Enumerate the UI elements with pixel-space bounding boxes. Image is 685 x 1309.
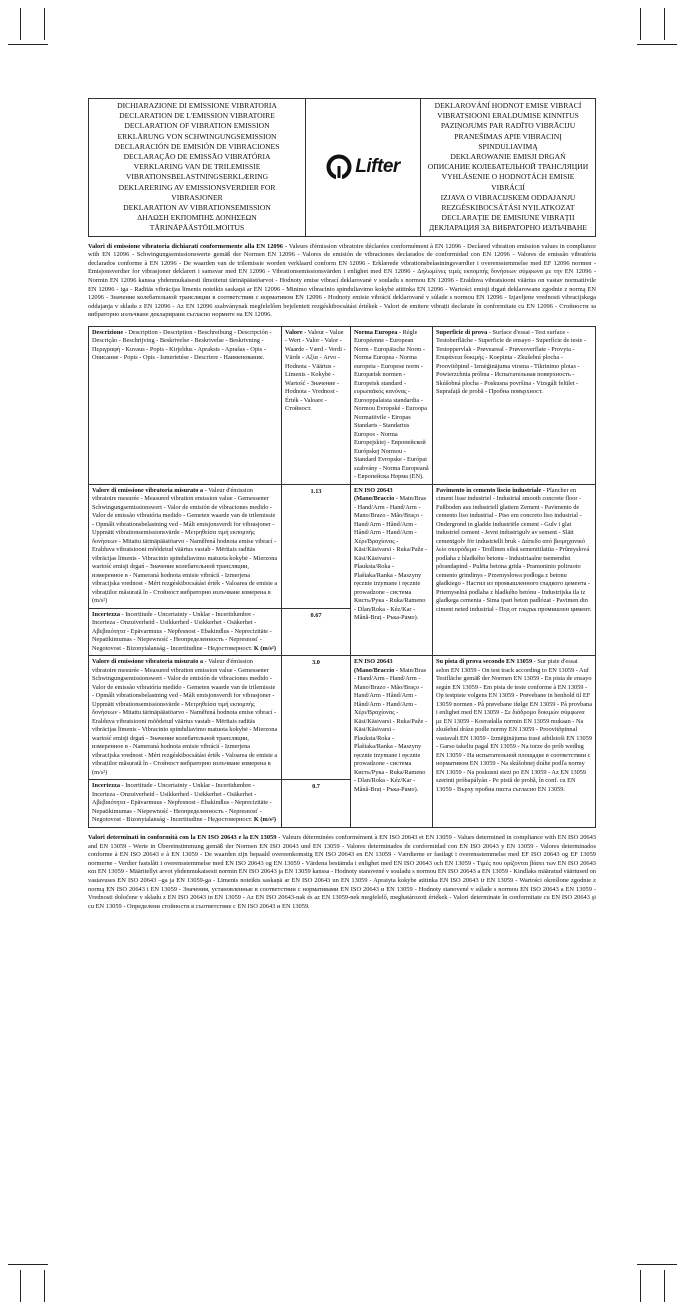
header-left: [89, 99, 306, 237]
header-right: [421, 99, 596, 237]
header-line: DEKLARERING AV EMISSIONSVERDIER FOR VIBRASJONER: [118, 182, 276, 202]
norm-text: - Main/Bras - Hand/Arm - Hand/Arm - Mano/Brazo - Mão/Braço - Hand/Arm - Hånd/Arm - Hånd/Arm - Hand/Arm - Χέρι/Βραχίονας - Käsi/Käsivarsi - Ruka/Paže - Käsi/Käsivarsi - Plaukstа/Roka - Plaštaka/Ranka - Maszyny ręcznie trzymane i ręcznie prowadzone - система Кисть/Рука - Ruka/Rameno - Dlan/Roka - Kéz/Kar - Mână-Braț - Ръка-Рамо).: [354, 666, 427, 793]
footer-title: Valori determinati in conformità con la EN ISO 20643 e la EN 13059: [88, 833, 277, 841]
col-header-value-bold: Valore: [285, 328, 303, 336]
crop-mark: [664, 8, 665, 40]
uncertainty-unit: K (m/s²): [252, 644, 276, 652]
header-line: DECLARACIÓN DE EMISIÓN DE VIBRACIONES: [114, 141, 280, 151]
uncertainty-bold: Incertezza: [92, 610, 120, 618]
header-line: VYHLÁSENIE O HODNOTÁCH EMISIE VIBRÁCIÍ: [441, 172, 575, 192]
measured-description-text: - Valeur d'émission vibratoire mesurée - Measured vibration emission value - Gemessener Schwingungsemissionswert - Valor de emisión de vibraciones medido - Valor de emissão vibratória medido - Gemeten waarde van de trilemissie - Opmålt vibrationsbelastning ved - Målt emisjonsverdi for vibrasjoner - Uppmätt vibrationsemissionsvärde - Μετρηθείσα τιμή εκπομπής δονήσεων - Mitattu tärinäpäästöarvo - Naměřená hodnota emise vibrací - Eralduva vibratsiooni mõõdetud väärtus vastab - Mērītais radītās vibrācijas līmenis - Vibracinio spinduliavimo matuota kokybė - Mierzona wartość emisji drgań - Значение колебательной трансляции, измеренное в - Nameraná hodnota emisie vibrácií - Izmerjena vibracijska vrednost - Mért rezgéskibocsátási érték - Valoarea de emisie a vibrațiilor măsurată în - Стойност вибраторно излъчване измерена в (m/s²): [92, 486, 278, 605]
crop-mark: [20, 1270, 21, 1302]
norm-bold: EN ISO 20643 (Mano/Braccio: [354, 658, 395, 674]
surface-cell: [433, 656, 596, 828]
header-line: ОПИСАНИЕ КОЛЕБАТЕЛЬНОЙ ТРАНСЛЯЦИИ: [427, 162, 589, 172]
header-line: ERKLÄRUNG VON SCHWINGUNGSEMISSION: [117, 131, 277, 141]
header-line: VIBRATSIOONI ERALDUMISE KINNITUS: [437, 111, 579, 121]
surface-cell: [433, 484, 596, 656]
declaration-page: [88, 98, 596, 917]
crop-mark: [640, 8, 641, 40]
crop-mark: [44, 1270, 45, 1302]
header-line: VIBRATIONSBELASTNINGSERKLÆRING: [125, 172, 269, 182]
header-line: DECLARAȚIE DE EMISIUNE VIBRAȚII: [441, 213, 575, 223]
uncertainty-value: 0.67: [282, 608, 351, 656]
table-header-row: [89, 326, 596, 484]
col-header-surface-text: - Surface d'essai - Test surface - Testoberfläche - Superficie de ensayo - Superfície de teste - Testoppervlak - Prøveareal - Prøveoverflate - Provyta - Επιφάνεια δοκιμής - Koepinta - Zkušební plocha - Proovitõpind - Izmēģinājuma virsma - Tikrinimo plotas - Powierzchnia próbna - Испытательная поверхность - Skúšobná plocha - Poskusna površina - Vizsgált felület - Suprafață de probă - Пробна повърхност.: [436, 328, 587, 396]
header-line: VERKLARING VAN DE TRILEMISSIE: [133, 162, 261, 172]
header-line: ΔΗΛΩΣΗ ΕΚΠΟΜΠΗΣ ΔΟΝΗΣΕΩΝ: [137, 213, 257, 223]
surface-bold: Su pista di prova secondo EN 13059: [436, 658, 533, 666]
header-line: ДЕКЛАРАЦИЯ ЗА ВИБРАТОРНО ИЗЛЪЧВАНЕ: [428, 223, 588, 233]
crop-mark: [8, 44, 48, 45]
uncertainty-description: [89, 608, 282, 656]
measured-description-bold: Valore di emissione vibratoria misurato a: [92, 658, 204, 666]
col-header-norm: [351, 326, 433, 484]
measured-description: [89, 656, 282, 780]
col-header-description-bold: Descrizione: [92, 328, 124, 336]
header-line: TÄRINÄPÄÄSTÖILMOITUS: [149, 223, 245, 233]
crop-mark: [664, 1270, 665, 1302]
header-line: DICHIARAZIONE DI EMISSIONE VIBRATORIA: [117, 101, 277, 110]
col-header-surface-bold: Superficie di prova: [436, 328, 488, 336]
header-line: DEKLAROVÁNÍ HODNOT EMISE VIBRACÍ: [434, 101, 582, 110]
col-header-norm-bold: Norma Europea: [354, 328, 398, 336]
footer-text: - Valeurs déterminées conformément à EN ISO 20643 et EN 13059 - Values determined in compliance with EN ISO 20643 and EN 13059 - Werte in Übereinstimmung gemäß der Normen EN ISO 20643 und EN 13059 - Valores determinados de conformidad con EN ISO 20643 y EN 13059 - Valores determinados conforme à EN ISO 20643 e à EN 13059 - De waarden zijn bepaald overeenkomstig EN ISO 20643 en EN 13059 - Værdierne er fastlagt i overensstemmelse med EF ISO 20643 og EF 13059 normerne - Verdier fastslått i overensstemmelse med EN ISO 20643 og EN 13059 - Värdena bestämda i enlighet med EN ISO 20643 och EN 13059 - Τιμές που ορίζονται βάσει των EN ISO 20643 και EN 13059 - Määritellyt arvot yhdenmukaisesti normin EN ISO 20643 ja EN 13059 kanssa - Hodnoty stanovené v souladu s normou EN ISO 20643 a EN 13059 - Kindlaks määratud väärtused on vastavuses EN ISO 20643 –ga ja EN 13059-ga - Līmenis noteikts saskaņā ar EN ISO 20643 un EN 13059 - Apraiyta kokybe atitinka EN ISO 20643 ir EN 13059 - Wartości określone zgodnie z normą EN ISO 20643 i EN 13059 - Значения, установленные в соответствии с нормативами EN ISO 20643 и EN 13059 - Hodnoty stanovené v súlade s normou EN ISO 20643 a EN 13059 - Vrednosti določene v skladu z EN ISO 20643 in EN 13059 - Az EN ISO 20643-nak és az EN 13059-nek megfelelő, meghatározott értékek - Valori determinate în conformitate cu EN ISO 20643 şi cu EN 13059 - Определени стойности в съответствие с EN ISO 20643 и EN 13059.: [88, 833, 596, 910]
surface-bold: Pavimento in cemento liscio industriale: [436, 486, 542, 494]
header-line: DECLARAÇÃO DE EMISSÃO VIBRATÓRIA: [123, 152, 271, 162]
col-header-description-text: - Description - Description - Beschreibung - Descripción - Descrição - Beschrijving - Beskrivelse - Beskrivelse - Beskrivning - Περιγραφή - Kuvaus - Popis - Kirjeldus - Apraksts - Aprašas - Opis - Описание - Popis - Opis - Ismertetése - Descriere - Наименование.: [92, 328, 272, 362]
header-line: DEKLAROWANIE EMISJI DRGAŃ: [450, 152, 566, 162]
header-table: [88, 98, 596, 237]
col-header-norm-text: - Règle Européenne - European Norm - Europäische Norm - Norma Europea - Norma europeia - Europese norm - Europæisk normen - Europeisk standard - ευρωπαϊκός κανόνας - Eurooppalaista standardia - Normou Evropské - Euroopa Normatiivile - Eiropas Standarts - Standartus Europos - Norma Europejskiej - Европейской Európskej Normou - Standard Evropske - Európai szabvány - Norma Europeană - Европейска Норма (EN).: [354, 328, 429, 481]
table-row: [89, 656, 596, 780]
col-header-description: [89, 326, 282, 484]
footer-paragraph: [88, 834, 596, 911]
logo-text: Lifter: [355, 156, 400, 178]
norm-cell: [351, 484, 433, 656]
measured-value: 3.0: [282, 656, 351, 780]
header-line: PAZIŅOJUMS PAR RADĪTO VIBRĀCIJU: [440, 121, 576, 131]
measured-description-text: - Valeur d'émission vibratoire mesurée - Measured vibration emission value - Gemessener Schwingungsemissionswert - Valor de emisión de vibraciones medido - Valor de emissão vibratória medido - Gemeten waarde van de trilemissie - Opmålt vibrationsbelastning ved - Målt emisjonsverdi for vibrasjoner - Uppmätt vibrationsemissionsvärde - Μετρηθείσα τιμή εκπομπής δονήσεων - Mitattu tärinäpäästöarvo - Naměřená hodnota emise vibrací - Eralduva vibratsiooni mõõdetud väärtus vastab - Mērītais radītās vibrācijas līmenis - Vibracinio spinduliavimo matuota kokybė - Mierzona wartość emisji drgań - Значение колебательной трансляции, измеренное в - Nameraná hodnota emisie vibrácií - Izmerjena vibracijska vrednost - Mért rezgéskibocsátási érték - Valoarea de emisie a vibrațiilor măsurată în - Стойност вибраторно излъчване измерена в (m/s²): [92, 658, 278, 776]
header-line: DECLARATION OF VIBRATION EMISSION: [124, 121, 270, 131]
col-header-value-text: - Valeur - Value - Wert - Valor - Valor - Waarde - Værd - Verdi - Värde - Αξία - Arvo - Hodnota - Väärtus - Līmenis - Kokybė - Wartość - Значение - Hodnota - Vrednost - Érték - Valoare - Стойност.: [285, 328, 346, 413]
norm-cell: [351, 656, 433, 828]
lifter-logo: [310, 154, 416, 180]
uncertainty-value: 0.7: [282, 780, 351, 828]
col-header-value: [282, 326, 351, 484]
norm-bold: EN ISO 20643 (Mano/Braccio: [354, 486, 395, 503]
uncertainty-bold: Incertezza: [92, 782, 120, 790]
surface-text: - Sur piste d'essai selon EN 13059 - On test track according to EN 13059 - Auf Testfläche gemäß der Normen EN 13059 - En pista de ensayo según EN 13059 - Em pista de teste conforme à EN 13059 - Op testpiste volgens EN 13059 - Prøvebane in henhold til EF 13059 normen - På prøvebane ifølge EN 13059 - På provbana i enlighet med EN 13059 - Σε διάδρομο δοκιμών σύμφωνα με EN 13059 - Koeradalla normin EN 13059 mukaan - Na zkušební dráze podle normy EN 13059 - Proovitõpinnal vastavalt EN 13059 - Izmēģinājuma trasē atbilstoši EN 13059 - Garso takeliu pagal EN 13059 - Na torze do prób według EN 13059 - На испытательной площадке в соответствии с нормативом EN 13059 - Na skúšobnej dráhe podľa normy EN 13059 - Na poskusni stezi po EN 13059 - Az EN 13059 szerinti próbapályán - Pe pistă de probă, în conf. cu EN 13059 - Върху пробна писта съгласно EN 13059.: [436, 658, 592, 793]
vibration-table: [88, 326, 596, 828]
surface-text: - Plancher en ciment lisse industriel - Industrial smooth concrete floor - Fußboden aus industriell glattem Zement - Pavimento de cemento liso industrial - Piso em concreto liso industrial - Ondergrond in gladde industriële cement - Gulv i glat industriel cement - Jevnt industrigulv av sement - Slätt cementgolv för industriellt bruk - Δάπεδο από βιομηχανικό λείο σκυρόδεμα - Teollinen sileä sementtilattia - Průmyslová podlaha z hladkého betonu - Industriaalne tsemendist põrandapind - Pulēta betona grīda - Pramoninio poliruoto cemento grindinys - Przemysłowa podłoga z betonu gładkiego - Настил из промышленного гладкого цемента - Priemyselná podlaha z hladkého betónu - Industrijska tla iz gladkega cementa - Sima ipari beton padlózat - Pavimen din ciment neted industrial - Под от гладък промишлен цимент.: [436, 486, 592, 613]
uncertainty-text: - Incertitude - Uncertainty - Unklar - Incertidumbre - Incerteza - Onzuiverheid - Usikkerhed - Usikkerhet - Osäkerhet - Αβεβαιότητα - Epävarmuus - Nepřesnost - Ebakindlus - Neprecizitāte - Nepatikimumas - Niepewność - Неопределенность - Nepresnosť - Negotovost - Bizonytalanság - Incertitudine - Недостоверност.: [92, 610, 272, 652]
header-line: PRANEŠIMAS APIE VIBRACINĮ SPINDULIAVIMĄ: [454, 131, 562, 151]
col-header-surface: [433, 326, 596, 484]
uncertainty-description: [89, 780, 282, 828]
crop-mark: [20, 8, 21, 40]
header-logo-cell: [306, 99, 421, 237]
uncertainty-unit: K (m/s²): [252, 816, 276, 824]
measured-value: 1.13: [282, 484, 351, 608]
crop-mark: [44, 8, 45, 40]
header-left-lines: [93, 101, 301, 234]
crop-mark: [637, 1264, 677, 1265]
measured-description: [89, 484, 282, 608]
table-row: [89, 484, 596, 608]
header-right-lines: [425, 101, 591, 234]
header-line: DECLARATION DE L'EMISSION VIBRATOIRE: [119, 111, 275, 121]
norm-text: - Main/Bras - Hand/Arm - Hand/Arm - Mano/Brazo - Mão/Braço - Hand/Arm - Hånd/Arm - Hånd/Arm - Hand/Arm - Χέρι/Βραχίονας - Käsi/Käsivarsi - Ruka/Paže - Käsi/Käsivarsi - Plaukstа/Roka - Plaštaka/Ranka - Maszyny ręcznie trzymane i ręcznie prowadzone - система Кисть/Рука - Ruka/Rameno - Dlan/Roka - Kéz/Kar - Mână-Braț - Ръка-Рамо).: [354, 495, 427, 622]
header-line: IZJAVA O VIBRACIJSKEM ODDAJANJU: [440, 192, 576, 202]
intro-title: Valori di emissione vibratoria dichiarati conformemente alla EN 12096: [88, 242, 284, 250]
measured-description-bold: Valore di emissione vibratoria misurato a: [92, 486, 204, 494]
lifter-logo-icon: [326, 154, 352, 180]
crop-mark: [637, 44, 677, 45]
crop-mark: [8, 1264, 48, 1265]
crop-mark: [640, 1270, 641, 1302]
uncertainty-text: - Incertitude - Uncertainty - Unklar - Incertidumbre - Incerteza - Onzuiverheid - Usikkerhed - Usikkerhet - Osäkerhet - Αβεβαιότητα - Epävarmuus - Nepřesnost - Ebakindlus - Neprecizitāte - Nepatikimumas - Niepewność - Неопределенность - Nepresnosť - Negotovost - Bizonytalanság - Incertitudine - Недостоверност.: [92, 782, 272, 824]
header-line: DEKLARATION AV VIBRATIONSEMISSION: [123, 203, 271, 213]
intro-text: - Valeurs d'émission vibratoire déclarées conformément à EN 12096 - Declared vibration emission values in compliance with EN 12096 - Schwingungsemissionswerte gemäß der Normen EN 12096 - Valores de emisión de vibraciones declarados de conformidad con EN 12096 - Valores de emissão vibratória declarados conforme à EN 12096 - De waarden van de trilemissie worden verklaard conform EN 12096 - Erklærede vibrationsbelastningsværdier i overensstemmelse med EF 12096 normen - Emisjonsverdier for vibrasjoner deklarert i samsvar med EN 12096 - Vibrationsemissionsvärden i enlighet med EN 12096 - Δηλωμένες τιμές εκπομπής δονήσεων σύμφωνα με την EN 12096 - Normin EN 12096 kanssa yhdenmukaisesti ilmoitetut tärinäpäästöarvot - Hodnoty emise vibrací deklarované v souladu s normou EN 12096 - Eralduva vibratsiooni väärtus on vastav normatiivile EN 12096 - iga - Radītās vibrācijas līmenis noteikts saskaņā ar EN 12096 - Minimo vibracinio spinduliavimo kokybė atitinka EN 12096 - Wartości emisji drgań deklarowane zgodnie z normą EN 12096 - Значение колебательной трансляции в соответствии с нормативом EN 12096 - Hodnoty emisie vibrácií deklarované v súlade s normou EN 12096 - Izjavljene vrednosti vibracijskega oddajanja v skladu z EN 12096 - Az EN 12096 szabványnak megfelelően bejelentett rezgéskibocsátási értékek - Valori de emitere vibrații declarate în conformitate cu EN 12096 - Стойности за вибраторно излъчване декларирани съгласно нормите на EN 12096.: [88, 242, 597, 319]
header-line: REZGÉSKIBOCSÁTÁSI NYILATKOZAT: [441, 203, 575, 213]
intro-paragraph: [88, 243, 596, 320]
